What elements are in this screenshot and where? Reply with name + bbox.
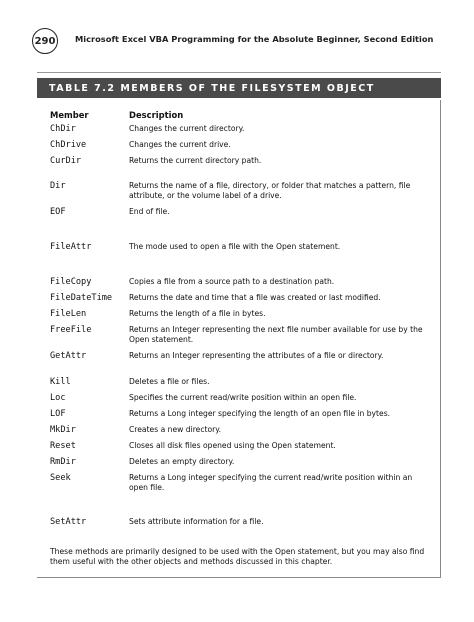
member-name: FileDateTime: [50, 293, 113, 303]
member-description: Closes all disk files opened using the Open statement.: [129, 441, 336, 450]
member-description: Returns an Integer representing the attributes of a file or directory.: [129, 351, 384, 360]
member-name: GetAttr: [50, 351, 87, 361]
member-name: MkDir: [50, 425, 76, 435]
member-description: Returns the name of a file, directory, or folder that matches a pattern, file attribute, or the volume label of a drive.: [129, 181, 411, 200]
column-header-description: Description: [129, 110, 184, 120]
table-top-rule: [37, 72, 441, 73]
member-name: CurDir: [50, 156, 82, 166]
member-description: Sets attribute information for a file.: [129, 517, 264, 526]
member-name: EOF: [50, 207, 66, 217]
member-name: LOF: [50, 409, 66, 419]
member-name: Reset: [50, 441, 76, 451]
member-description: Copies a file from a source path to a destination path.: [129, 277, 335, 286]
member-description: Returns a Long integer specifying the current read/write position within an open file.: [129, 473, 413, 492]
member-description: Changes the current directory.: [129, 124, 245, 133]
member-name: Kill: [50, 377, 71, 387]
member-description: Returns a Long integer specifying the length of an open file in bytes.: [129, 409, 391, 418]
member-description: Specifies the current read/write position within an open file.: [129, 393, 357, 402]
member-description: Returns the date and time that a file was created or last modified.: [129, 293, 381, 302]
table-footnote: These methods are primarily designed to be used with the Open statement, but you may also find them useful with the other objects and methods discussed in this chapter.: [50, 547, 425, 566]
member-description: Deletes an empty directory.: [129, 457, 235, 466]
member-name: FreeFile: [50, 325, 92, 335]
member-name: FileLen: [50, 309, 87, 319]
member-description: Returns the current directory path.: [129, 156, 262, 165]
page-number: 290: [32, 28, 58, 54]
running-head: Microsoft Excel VBA Programming for the Absolute Beginner, Second Edition: [75, 34, 434, 44]
table-title-bar: [37, 78, 441, 98]
table-title: TABLE 7.2 MEMBERS OF THE FILESYSTEM OBJECT: [49, 82, 375, 94]
member-name: RmDir: [50, 457, 76, 467]
member-description: The mode used to open a file with the Open statement.: [129, 242, 341, 251]
member-description: Returns an Integer representing the next file number available for use by the Open statement.: [129, 325, 423, 344]
member-name: ChDir: [50, 124, 76, 134]
member-name: ChDrive: [50, 140, 87, 150]
member-description: End of file.: [129, 207, 170, 216]
member-name: Dir: [50, 181, 66, 191]
member-description: Returns the length of a file in bytes.: [129, 309, 266, 318]
members-table: [37, 100, 441, 578]
member-name: Loc: [50, 393, 66, 403]
member-name: Seek: [50, 473, 71, 483]
member-description: Changes the current drive.: [129, 140, 231, 149]
member-name: FileCopy: [50, 277, 92, 287]
column-header-member: Member: [50, 110, 89, 120]
member-description: Deletes a file or files.: [129, 377, 210, 386]
member-description: Creates a new directory.: [129, 425, 222, 434]
member-name: FileAttr: [50, 242, 92, 252]
member-name: SetAttr: [50, 517, 87, 527]
